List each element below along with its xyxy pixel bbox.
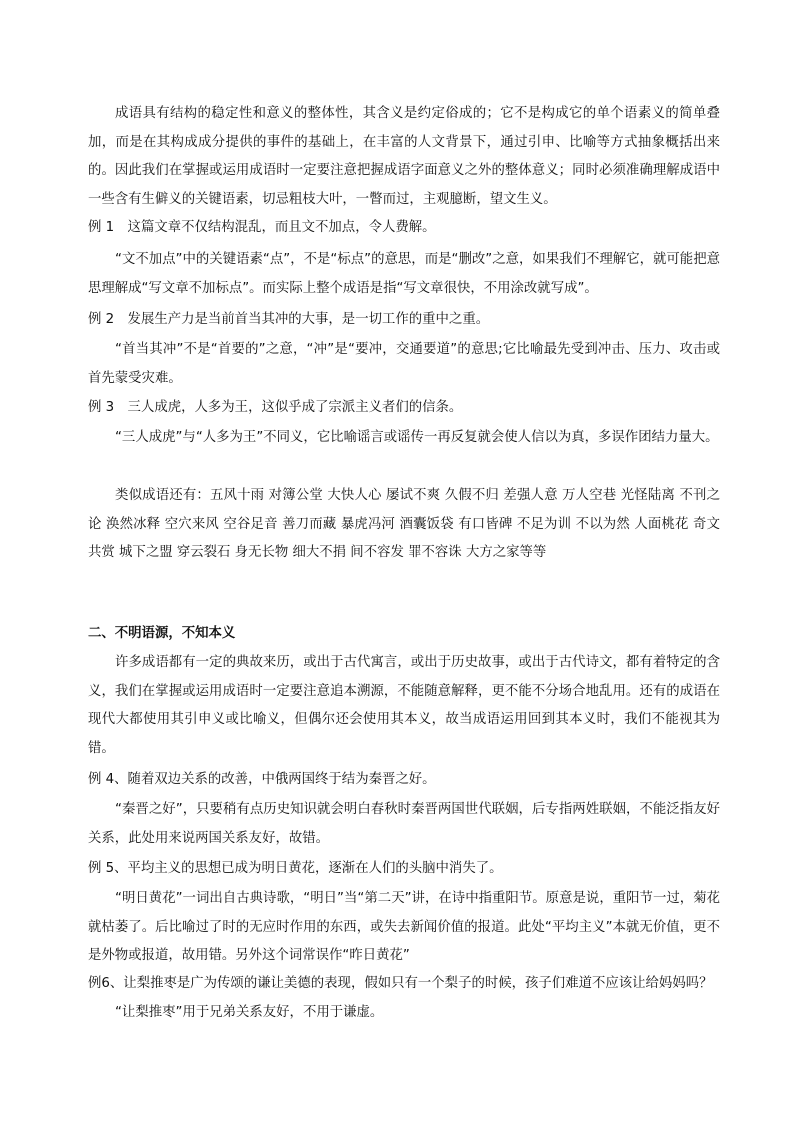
- example-4-explanation: “秦晋之好”，只要稍有点历史知识就会明白春秋时秦晋两国世代联姻，后专指两姓联姻，不能泛指友好关系，此处用来说两国关系友好，故错。: [88, 802, 720, 846]
- example-3-explanation: “三人成虎”与“人多为王”不同义，它比喻谣言或谣传一再反复就会使人信以为真，多误作团结力量大。: [115, 430, 719, 445]
- example-3: 例 3 三人成虎，人多为王，这似乎成了宗派主义者们的信条。: [88, 400, 463, 415]
- section-2-title: 二、不明语源，不知本义: [88, 626, 236, 641]
- example-1-explanation: “文不加点”中的关键语素“点”，不是“标点”的意思，而是“删改”之意，如果我们不理解它，就可能把意思理解成“写文章不加标点”。而实际上整个成语是指“写文章很快，不用涂改就写成”。: [88, 252, 720, 296]
- example-2: 例 2 发展生产力是当前首当其冲的大事，是一切工作的重中之重。: [88, 312, 490, 327]
- example-5: 例 5、平均主义的思想已成为明日黄花，逐渐在人们的头脑中消失了。: [88, 861, 503, 876]
- example-4: 例 4、随着双边关系的改善，中俄两国终于结为秦晋之好。: [88, 772, 436, 787]
- example-6-explanation: “让梨推枣”用于兄弟关系友好，不用于谦虚。: [115, 1005, 384, 1020]
- paragraph-intro: 成语具有结构的稳定性和意义的整体性，其含义是约定俗成的；它不是构成它的单个语素义的简单叠加，而是在其构成成分提供的事件的基础上，在丰富的人文背景下，通过引申、比喻等方式抽象概括出来的。因此我们在掌握或运用成语时一定要注意把握成语字面意义之外的整体意义；同时必须准确理解成语中一些含有生僻义的关键语素，切忌粗枝大叶，一瞥而过，主观臆断，望文生义。: [88, 106, 720, 207]
- similar-idioms-list: 类似成语还有：五风十雨 对簿公堂 大快人心 屡试不爽 久假不归 差强人意 万人空巷 光怪陆离 不刊之论 涣然冰释 空穴来风 空谷足音 善刀而藏 暴虎冯河 酒囊饭袋 有口皆碑 不足为训 不以为然 人面桃花 奇文共赏 城下之盟 穿云裂石 身无长物 细大不捐 间不容发 罪不容诛 大方之家等等: [88, 488, 720, 561]
- example-2-explanation: “首当其冲”不是“首要的”之意，“冲”是“要冲，交通要道”的意思;它比喻最先受到冲击、压力、攻击或首先蒙受灾难。: [88, 342, 720, 386]
- example-1: 例 1 这篇文章不仅结构混乱，而且文不加点，令人费解。: [88, 220, 436, 235]
- paragraph-section-2: 许多成语都有一定的典故来历，或出于古代寓言，或出于历史故事，或出于古代诗文，都有着特定的含义，我们在掌握或运用成语时一定要注意追本溯源，不能随意解释，更不能不分场合地乱用。还有的成语在现代大都使用其引申义或比喻义，但偶尔还会使用其本义，故当成语运用回到其本义时，我们不能视其为错。: [88, 655, 720, 756]
- example-6: 例6、让梨推枣是广为传颂的谦让美德的表现，假如只有一个梨子的时候，孩子们难道不应该让给妈妈吗？: [88, 976, 713, 991]
- example-5-explanation: “明日黄花”一词出自古典诗歌，“明日”当“第二天”讲，在诗中指重阳节。原意是说，重阳节一过，菊花就枯萎了。后比喻过了时的无应时作用的东西，或失去新闻价值的报道。此处“平均主义”本就无价值，更不是外物或报道，故用错。另外这个词常误作“昨日黄花”: [88, 891, 720, 964]
